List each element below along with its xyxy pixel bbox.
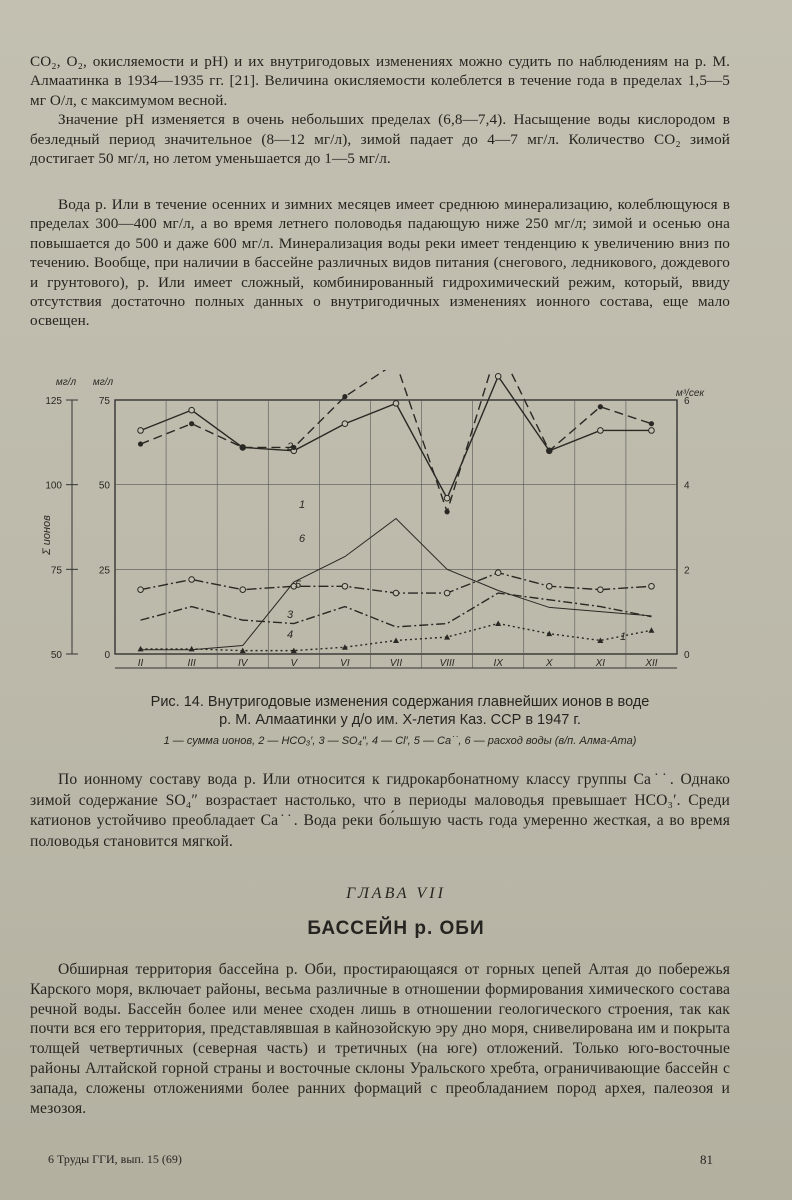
month-label: III xyxy=(187,658,196,669)
footer-source: 6 Труды ГГИ, вып. 15 (69) xyxy=(48,1152,182,1166)
chapter-title: БАССЕЙН р. ОБИ xyxy=(307,918,485,939)
series-5-point xyxy=(240,587,246,593)
paragraph-chemistry xyxy=(30,52,730,168)
left-inner-tick-label: 75 xyxy=(98,396,110,407)
left-outer-tick-label: 50 xyxy=(50,650,62,661)
series-5-point xyxy=(138,587,144,593)
right-unit-label: м³/сек xyxy=(675,388,705,399)
left-inner-tick-label: 50 xyxy=(98,480,110,492)
series-5-point xyxy=(649,583,655,589)
paragraph-text: Вода р. Или в течение осенних и зимних месяцев имеет среднюю минерализацию, колеблющуюся в пределах 300—400 мг/л, а во время летнего половодья падающую ниже 250 мг/л; зимой и осенью она повышается до 500 и даже 600 мг/л. Минерализация воды реки имеет тенденцию к увеличению вниз по течению. Вообще, при наличии в бассейне различных видов питания (снегового, ледникового, дождевого и грунтового), р. Или имеет сложный, комбинированный гидрохимический режим, который, ввиду отсутствия достаточно полных данных о внутригодичных изменениях ионного состава, еще мало освещен. xyxy=(30,196,730,330)
series-4-point xyxy=(495,621,501,627)
series-2-point xyxy=(547,448,552,453)
right-tick-label: 6 xyxy=(684,396,690,407)
series-1-point xyxy=(649,428,655,434)
left-outer-tick-label: 75 xyxy=(50,565,62,577)
month-label: V xyxy=(290,658,298,669)
series-1-point xyxy=(342,421,348,427)
paragraph-text: CO₂, O₂, окисляемости и pH) и их внутригодовых изменениях можно судить по наблюдениям на р. М. Алмаатинка в 1934—1935 гг. [21]. Величина окисляемости колеблется в течение года в пределах 1,5—5 мг O/л, с максимумом весной. xyxy=(30,53,730,109)
series-4-point xyxy=(189,646,195,652)
series-2-point xyxy=(189,421,194,426)
page-number: 81 xyxy=(700,1152,713,1167)
left-outer-axis-title: Σ ионов xyxy=(41,515,53,555)
left-outer-tick-label: 100 xyxy=(45,480,62,492)
series-1-point xyxy=(495,373,501,379)
month-label: XI xyxy=(595,658,606,669)
series-2-point xyxy=(342,394,347,399)
right-tick-label: 2 xyxy=(684,565,690,577)
series-2-point xyxy=(138,441,143,446)
chapter-number: ГЛАВА VII xyxy=(346,885,446,902)
figure-14-chart xyxy=(40,370,760,682)
left-inner-tick-label: 25 xyxy=(98,565,110,577)
curve-number-label: 2 xyxy=(286,441,294,453)
left-inner-unit-label: мг/л xyxy=(92,377,114,388)
series-5-point xyxy=(495,570,501,576)
series-5-point xyxy=(598,587,604,593)
paragraph-ili-mineralization xyxy=(30,195,730,331)
curve-number-label: 3 xyxy=(286,609,294,621)
curve-number-label: 6 xyxy=(298,533,306,545)
series-2-point xyxy=(598,404,603,409)
series-1-point xyxy=(598,428,604,434)
series-2-point xyxy=(240,445,245,450)
caption-line: Рис. 14. Внутригодовые изменения содержания главнейших ионов в воде xyxy=(150,694,650,710)
left-outer-tick-label: 125 xyxy=(45,396,62,407)
curve-number-label: 1 xyxy=(298,499,306,511)
month-label: IV xyxy=(238,658,248,669)
series-1-point xyxy=(189,407,195,413)
figure-legend: 1 — сумма ионов, 2 — HCO₃′, 3 — SO₄″, 4 — Cl′, 5 — Ca˙˙, 6 — расход воды (в/п. Алма-Ата) xyxy=(163,735,637,747)
series-1-point xyxy=(138,428,144,434)
right-tick-label: 0 xyxy=(684,650,690,661)
series-5-point xyxy=(342,583,348,589)
series-5-point xyxy=(189,577,195,583)
series-1-point xyxy=(393,401,399,407)
series-2-point xyxy=(444,509,449,514)
left-inner-tick-label: 0 xyxy=(104,650,110,661)
left-outer-unit-label: мг/л xyxy=(55,377,77,388)
figure-caption xyxy=(40,693,760,729)
month-label: VIII xyxy=(439,658,455,669)
curve-number-label: 1 xyxy=(619,631,627,643)
month-label: IX xyxy=(493,658,503,669)
month-label: X xyxy=(545,658,553,669)
series-4-point xyxy=(393,637,399,643)
series-4-point xyxy=(648,627,654,633)
month-label: II xyxy=(137,658,144,669)
plot-frame xyxy=(115,400,677,654)
series-5-point xyxy=(444,590,450,596)
paragraph-text: Обширная территория бассейна р. Оби, простирающаяся от горных цепей Алтая до побережья Карского моря, включает районы, весьма различные в отношении формирования химического состава речной воды. Бассейн более или менее сходен лишь в отношении геологического строения, так как почти вся его территория, представлявшая в кайнозойскую эру дно моря, снивелирована им и покрыта толщей четвертичных (северная часть) и третичных (на юге) отложений. Только юго-восточные районы Алтайской горной страны и восточные склоны Уральского хребта, ограничивающие бассейн с запада, сложены отложениями более ранних формаций с преобладанием пород архея, палеозоя и мезозоя. xyxy=(30,961,730,1117)
curve-number-label: 4 xyxy=(286,629,294,641)
paragraph-ionic-composition xyxy=(30,770,730,852)
caption-line: р. М. Алмаатинки у д/о им. X-летия Каз. ССР в 1947 г. xyxy=(219,712,581,728)
curve-number-label: 5 xyxy=(294,579,302,591)
series-5-point xyxy=(393,590,399,596)
month-label: VII xyxy=(389,658,403,669)
paragraph-text: По ионному составу вода р. Или относится к гидрокарбонатному классу группы Ca˙˙. Однако зимой содержание SO₄″ возрастает настолько, что в периоды маловодья превышает HCO₃′. Среди катионов устойчиво преобладает Ca˙˙. Вода реки бо́льшую часть года умеренно жесткая, а во время половодья становится мягкой. xyxy=(30,771,730,850)
series-2-point xyxy=(649,421,654,426)
month-label: XII xyxy=(645,658,658,669)
paragraph-ob-basin xyxy=(30,960,730,1118)
paragraph-text: Значение pH изменяется в очень небольших пределах (6,8—7,4). Насыщение воды кислородом в безледный период значительное (8—12 мг/л), зимой падает до 4—7 мг/л. Количество CO₂ зимой достигает 50 мг/л, но летом уменьшается до 1—5 мг/л. xyxy=(30,111,730,168)
month-label: VI xyxy=(340,658,350,669)
series-4-point xyxy=(138,646,144,652)
series-5-point xyxy=(546,583,552,589)
right-tick-label: 4 xyxy=(684,480,690,492)
series-1-point xyxy=(444,495,450,501)
